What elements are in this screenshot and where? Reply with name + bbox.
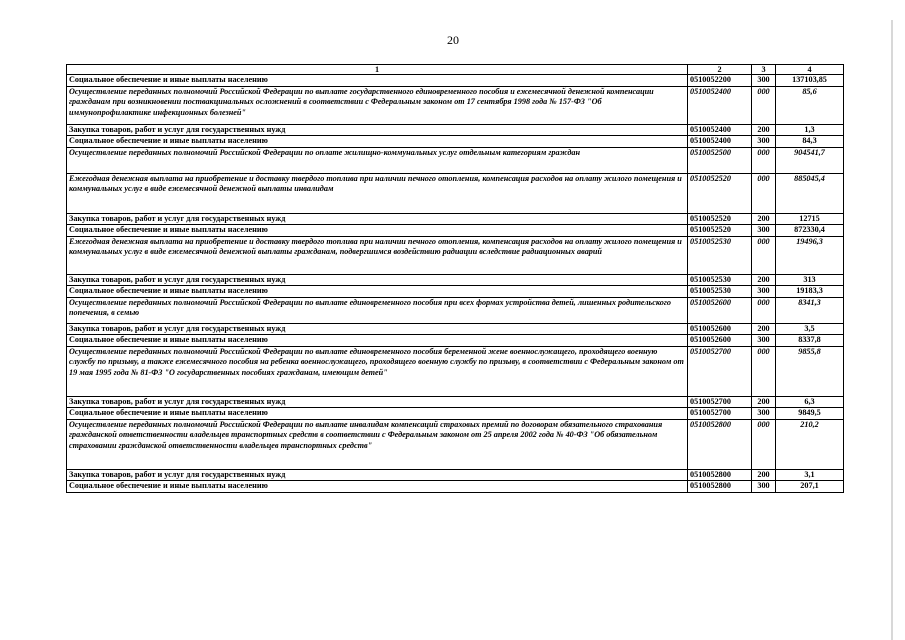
row-expense-type: 200 — [752, 124, 776, 136]
table-row — [67, 147, 844, 173]
row-expense-type: 300 — [752, 136, 776, 148]
table-row — [67, 335, 844, 347]
row-expense-type: 300 — [752, 408, 776, 420]
row-code: 0510052800 — [688, 469, 752, 481]
row-expense-type: 300 — [752, 225, 776, 237]
row-expense-type: 300 — [752, 286, 776, 298]
row-description: Закупка товаров, работ и услуг для государственных нужд — [67, 323, 688, 335]
table-row — [67, 346, 844, 396]
table-row — [67, 481, 844, 493]
row-amount: 3,1 — [776, 469, 844, 481]
row-code: 0510052520 — [688, 173, 752, 213]
table-header-row — [67, 65, 844, 75]
header-col-4: 4 — [776, 65, 844, 75]
row-code: 0510052500 — [688, 147, 752, 173]
row-description: Социальное обеспечение и иные выплаты населению — [67, 225, 688, 237]
table-row — [67, 419, 844, 469]
row-description: Закупка товаров, работ и услуг для государственных нужд — [67, 274, 688, 286]
row-expense-type: 000 — [752, 86, 776, 124]
row-code: 0510052200 — [688, 75, 752, 87]
table-row — [67, 236, 844, 274]
table-row — [67, 173, 844, 213]
table-row — [67, 124, 844, 136]
row-code: 0510052800 — [688, 419, 752, 469]
row-expense-type: 300 — [752, 481, 776, 493]
scan-edge-line — [891, 20, 893, 640]
row-expense-type: 000 — [752, 346, 776, 396]
table-row — [67, 286, 844, 298]
table-row — [67, 274, 844, 286]
row-amount: 885045,4 — [776, 173, 844, 213]
table-row — [67, 136, 844, 148]
row-code: 0510052800 — [688, 481, 752, 493]
row-code: 0510052400 — [688, 124, 752, 136]
row-amount: 210,2 — [776, 419, 844, 469]
row-code: 0510052520 — [688, 213, 752, 225]
row-amount: 6,3 — [776, 396, 844, 408]
row-amount: 19496,3 — [776, 236, 844, 274]
table-row — [67, 297, 844, 323]
row-amount: 313 — [776, 274, 844, 286]
row-description: Осуществление переданных полномочий Российской Федерации по выплате инвалидам компенсаций страховых премий по договорам обязательного страхования гражданской ответственности владельцев транспортных средств в соответствии с Федеральным законом от 25 апреля 2002 года № 40-ФЗ "Об обязательном страховании гражданской ответственности владельцев транспортных средств" — [67, 419, 688, 469]
table-row — [67, 469, 844, 481]
table-row — [67, 213, 844, 225]
row-description: Закупка товаров, работ и услуг для государственных нужд — [67, 396, 688, 408]
row-code: 0510052600 — [688, 297, 752, 323]
row-description: Социальное обеспечение и иные выплаты населению — [67, 408, 688, 420]
row-description: Социальное обеспечение и иные выплаты населению — [67, 286, 688, 298]
row-description: Осуществление переданных полномочий Российской Федерации по оплате жилищно-коммунальных услуг отдельным категориям граждан — [67, 147, 688, 173]
row-amount: 872330,4 — [776, 225, 844, 237]
row-expense-type: 000 — [752, 419, 776, 469]
row-description: Закупка товаров, работ и услуг для государственных нужд — [67, 469, 688, 481]
budget-table — [66, 64, 844, 493]
row-expense-type: 000 — [752, 173, 776, 213]
row-description: Закупка товаров, работ и услуг для государственных нужд — [67, 213, 688, 225]
row-expense-type: 300 — [752, 75, 776, 87]
row-description: Ежегодная денежная выплата на приобретение и доставку твердого топлива при наличии печного отопления, компенсация расходов на оплату жилого помещения и коммунальных услуг в виде ежемесячной денежной выплаты инвалидам — [67, 173, 688, 213]
row-amount: 8337,8 — [776, 335, 844, 347]
row-description: Социальное обеспечение и иные выплаты населению — [67, 335, 688, 347]
row-amount: 137103,85 — [776, 75, 844, 87]
row-amount: 9855,8 — [776, 346, 844, 396]
row-code: 0510052600 — [688, 335, 752, 347]
row-amount: 9849,5 — [776, 408, 844, 420]
row-expense-type: 000 — [752, 236, 776, 274]
row-code: 0510052530 — [688, 274, 752, 286]
table-row — [67, 323, 844, 335]
row-expense-type: 200 — [752, 323, 776, 335]
table-row — [67, 86, 844, 124]
page-number: 20 — [447, 33, 459, 47]
row-expense-type: 200 — [752, 274, 776, 286]
row-expense-type: 000 — [752, 297, 776, 323]
row-expense-type: 300 — [752, 335, 776, 347]
row-description: Осуществление переданных полномочий Российской Федерации по выплате единовременного пособия беременной жене военнослужащего, проходящего военную службу по призыву, а также ежемесячного пособия на ребенка военнослужащего, проходящего военную службу по призыву, в соответствии с Федеральным законом от 19 мая 1995 года № 81-ФЗ "О государственных пособиях гражданам, имеющим детей" — [67, 346, 688, 396]
row-expense-type: 200 — [752, 213, 776, 225]
row-expense-type: 200 — [752, 396, 776, 408]
table-row — [67, 396, 844, 408]
row-code: 0510052700 — [688, 346, 752, 396]
row-amount: 12715 — [776, 213, 844, 225]
row-description: Осуществление переданных полномочий Российской Федерации по выплате государственного единовременного пособия и ежемесячной денежной компенсации гражданам при возникновении поствакцинальных осложнений в соответствии с Федеральным законом от 17 сентября 1998 года № 157-ФЗ "Об иммунопрофилактике инфекционных болезней" — [67, 86, 688, 124]
row-description: Осуществление переданных полномочий Российской Федерации по выплате единовременного пособия при всех формах устройства детей, лишенных родительского попечения, в семью — [67, 297, 688, 323]
row-code: 0510052400 — [688, 136, 752, 148]
row-description: Социальное обеспечение и иные выплаты населению — [67, 481, 688, 493]
row-amount: 84,3 — [776, 136, 844, 148]
table-row — [67, 225, 844, 237]
row-description: Ежегодная денежная выплата на приобретение и доставку твердого топлива при наличии печного отопления, компенсация расходов на оплату жилого помещения и коммунальных услуг в виде ежемесячной денежной выплаты гражданам, подвергшимся воздействию радиации вследствие радиационных аварий — [67, 236, 688, 274]
row-expense-type: 000 — [752, 147, 776, 173]
row-code: 0510052520 — [688, 225, 752, 237]
table-row — [67, 408, 844, 420]
row-code: 0510052400 — [688, 86, 752, 124]
header-col-1: 1 — [67, 65, 688, 75]
row-code: 0510052600 — [688, 323, 752, 335]
row-code: 0510052530 — [688, 286, 752, 298]
row-amount: 3,5 — [776, 323, 844, 335]
row-description: Социальное обеспечение и иные выплаты населению — [67, 75, 688, 87]
row-amount: 1,3 — [776, 124, 844, 136]
row-amount: 19183,3 — [776, 286, 844, 298]
row-expense-type: 200 — [752, 469, 776, 481]
row-code: 0510052700 — [688, 396, 752, 408]
row-description: Социальное обеспечение и иные выплаты населению — [67, 136, 688, 148]
header-col-3: 3 — [752, 65, 776, 75]
row-amount: 207,1 — [776, 481, 844, 493]
header-col-2: 2 — [688, 65, 752, 75]
row-amount: 85,6 — [776, 86, 844, 124]
row-code: 0510052700 — [688, 408, 752, 420]
row-amount: 8341,3 — [776, 297, 844, 323]
table-row — [67, 75, 844, 87]
row-code: 0510052530 — [688, 236, 752, 274]
row-amount: 904541,7 — [776, 147, 844, 173]
row-description: Закупка товаров, работ и услуг для государственных нужд — [67, 124, 688, 136]
